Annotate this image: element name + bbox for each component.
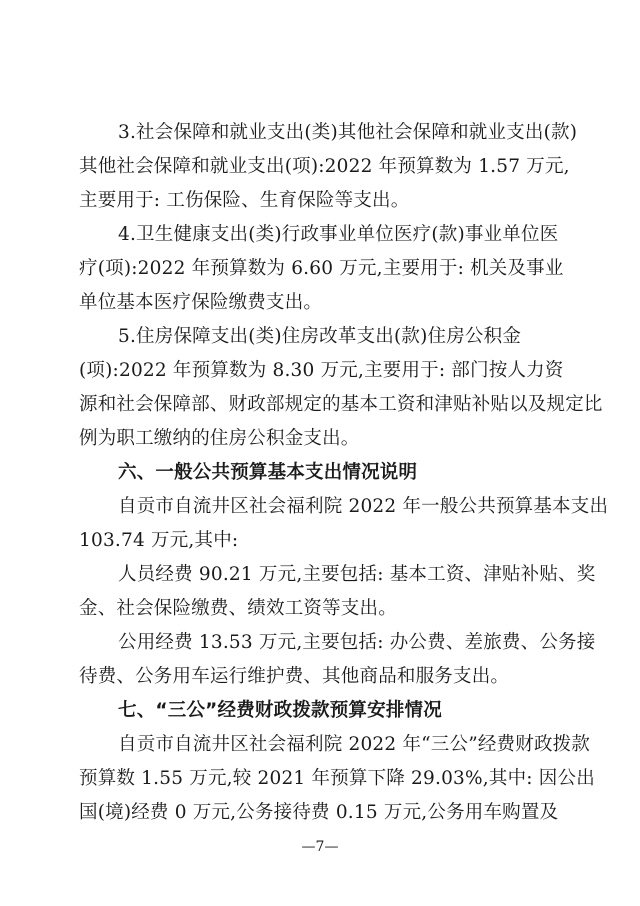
text-line: 国(境)经费 0 万元,公务接待费 0.15 万元,公务用车购置及 <box>79 802 559 823</box>
text-line: 自贡市自流井区社会福利院 2022 年“三公”经费财政拨款 <box>118 734 591 755</box>
text-line: 疗(项):2022 年预算数为 6.60 万元,主要用于: 机关及事业 <box>79 258 564 279</box>
text-line: 自贡市自流井区社会福利院 2022 年一般公共预算基本支出 <box>118 496 609 517</box>
text-line: 3.社会保障和就业支出(类)其他社会保障和就业支出(款) <box>118 122 578 143</box>
page-number: —7— <box>301 839 339 855</box>
section-heading: 七、“三公”经费财政拨款预算安排情况 <box>118 700 442 721</box>
text-line: 金、社会保险缴费、绩效工资等支出。 <box>79 598 397 619</box>
section-heading: 六、一般公共预算基本支出情况说明 <box>118 462 418 483</box>
text-line: 5.住房保障支出(类)住房改革支出(款)住房公积金 <box>118 326 522 347</box>
text-line: 其他社会保障和就业支出(项):2022 年预算数为 1.57 万元, <box>79 156 570 177</box>
text-line: 单位基本医疗保险缴费支出。 <box>79 292 323 313</box>
text-line: 103.74 万元,其中: <box>79 530 239 551</box>
text-line: 主要用于: 工伤保险、生育保险等支出。 <box>79 190 410 211</box>
text-line: 4.卫生健康支出(类)行政事业单位医疗(款)事业单位医 <box>118 224 559 245</box>
text-line: 预算数 1.55 万元,较 2021 年预算下降 29.03%,其中: 因公出 <box>79 768 595 789</box>
text-line: (项):2022 年预算数为 8.30 万元,主要用于: 部门按人力资 <box>79 360 564 381</box>
text-line: 公用经费 13.53 万元,主要包括: 办公费、差旅费、公务接 <box>118 632 596 653</box>
text-line: 例为职工缴纳的住房公积金支出。 <box>79 428 360 449</box>
text-line: 待费、公务用车运行维护费、其他商品和服务支出。 <box>79 666 510 687</box>
text-line: 源和社会保障部、财政部规定的基本工资和津贴补贴以及规定比 <box>79 394 603 415</box>
text-line: 人员经费 90.21 万元,主要包括: 基本工资、津贴补贴、奖 <box>118 564 596 585</box>
